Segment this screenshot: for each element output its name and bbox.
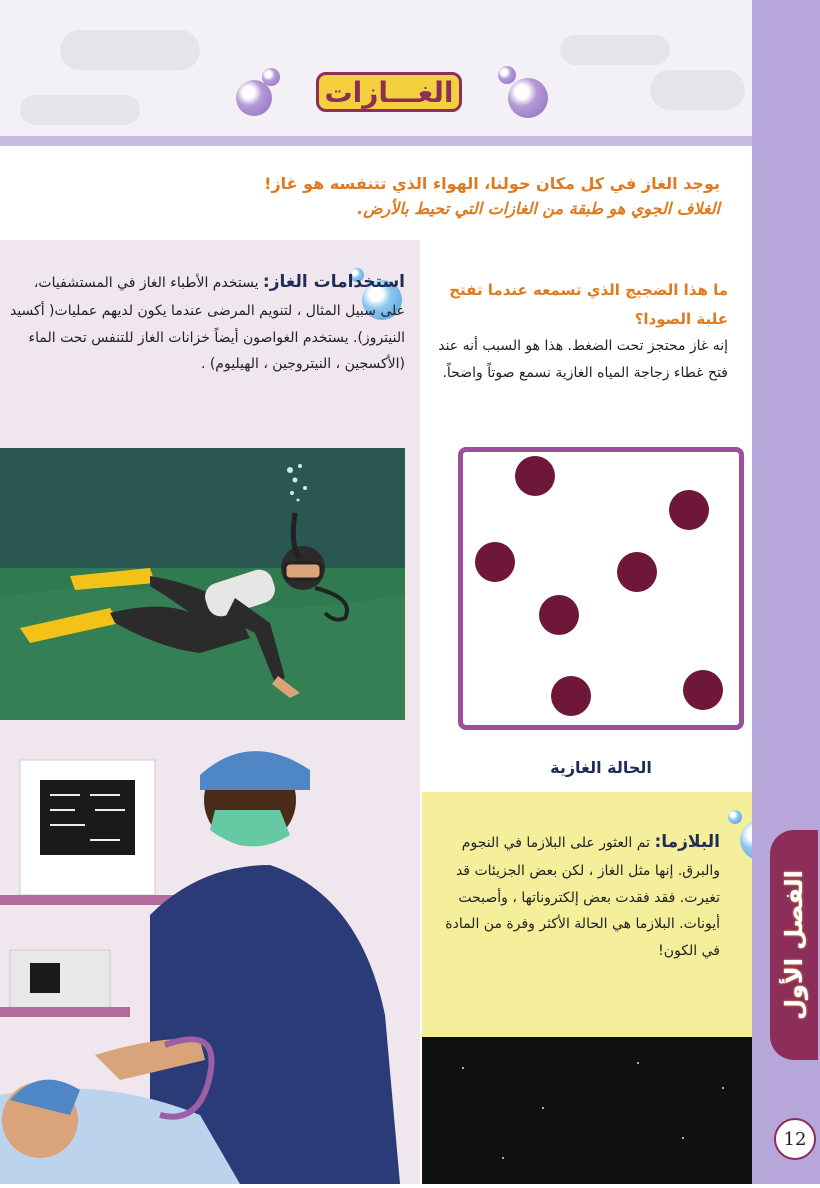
bubble-icon	[728, 810, 742, 824]
gas-state-diagram	[458, 447, 744, 730]
intro-line-1: يوجد الغاز في كل مكان حولنا، الهواء الذي تتنفسه هو غاز!	[264, 174, 720, 193]
uses-section	[10, 266, 405, 378]
plasma-heading: البلازما:	[654, 832, 720, 852]
cloud-decoration	[650, 70, 745, 110]
hospital-illustration	[0, 735, 420, 1184]
gas-molecule	[515, 456, 555, 496]
night-sky-image	[422, 1037, 752, 1184]
star	[682, 1137, 684, 1139]
chapter-tab	[770, 830, 818, 1060]
plasma-body: تم العثور على البلازما في النجوم والبرق. إنها مثل الغاز ، لكن بعض الجزيئات قد تغيرت. فقد فقدت بعض إلكتروناتها ، وأصبحت أيونات. البلازما هي الحالة الأكثر وفرة من المادة في الكون!	[445, 835, 720, 960]
air-bubbles	[287, 464, 307, 502]
intro-line-2: الغلاف الجوي هو طبقة من الغازات التي تحيط بالأرض.	[357, 198, 720, 218]
diver-illustration	[0, 448, 405, 720]
question-answer: إنه غاز محتجز تحت الضغط. هذا هو السبب أنه عند فتح غطاء زجاجة المياه الغازية نسمع صوتاً واضحاً.	[438, 338, 728, 381]
bubble-icon	[262, 68, 280, 86]
chapter-label: الفصل الأول	[780, 870, 808, 1020]
bubble-icon	[508, 78, 548, 118]
page-number: 12	[774, 1118, 816, 1160]
star	[502, 1157, 504, 1159]
star	[637, 1062, 639, 1064]
uses-heading: استخدامات الغاز:	[262, 272, 405, 292]
gas-molecule	[475, 542, 515, 582]
gas-molecule	[669, 490, 709, 530]
gas-molecule	[617, 552, 657, 592]
bubble-icon	[236, 80, 272, 116]
surgery-graphic	[0, 735, 420, 1184]
bubble-icon	[498, 66, 516, 84]
question-title: ما هذا الضجيج الذي تسمعه عندما تفتح علبة الصودا؟	[449, 281, 728, 328]
plasma-section	[432, 826, 720, 965]
gas-state-caption: الحالة الغازية	[550, 758, 652, 777]
cloud-decoration	[560, 35, 670, 65]
gas-molecule	[683, 670, 723, 710]
intro-text	[30, 172, 720, 222]
star	[542, 1107, 544, 1109]
star	[462, 1067, 464, 1069]
uses-body: يستخدم الأطباء الغاز في المستشفيات، على سبيل المثال ، لتنويم المرضى عندما يكون لديهم عمليات( أكسيد النيتروز). يستخدم الغواصون أيضاً خزانات الغاز للتنفس تحت الماء (الأكسجين ، النيتروجين ، الهيليوم) .	[9, 275, 405, 373]
gas-molecule	[551, 676, 591, 716]
cloud-decoration	[20, 95, 140, 125]
diver-graphic	[0, 448, 405, 720]
title-banner	[316, 72, 462, 112]
header-divider	[0, 136, 752, 146]
cloud-decoration	[60, 30, 200, 70]
star	[722, 1087, 724, 1089]
page-title: الغـــازات	[324, 75, 454, 109]
soda-question-section	[438, 276, 728, 386]
gas-molecule	[539, 595, 579, 635]
